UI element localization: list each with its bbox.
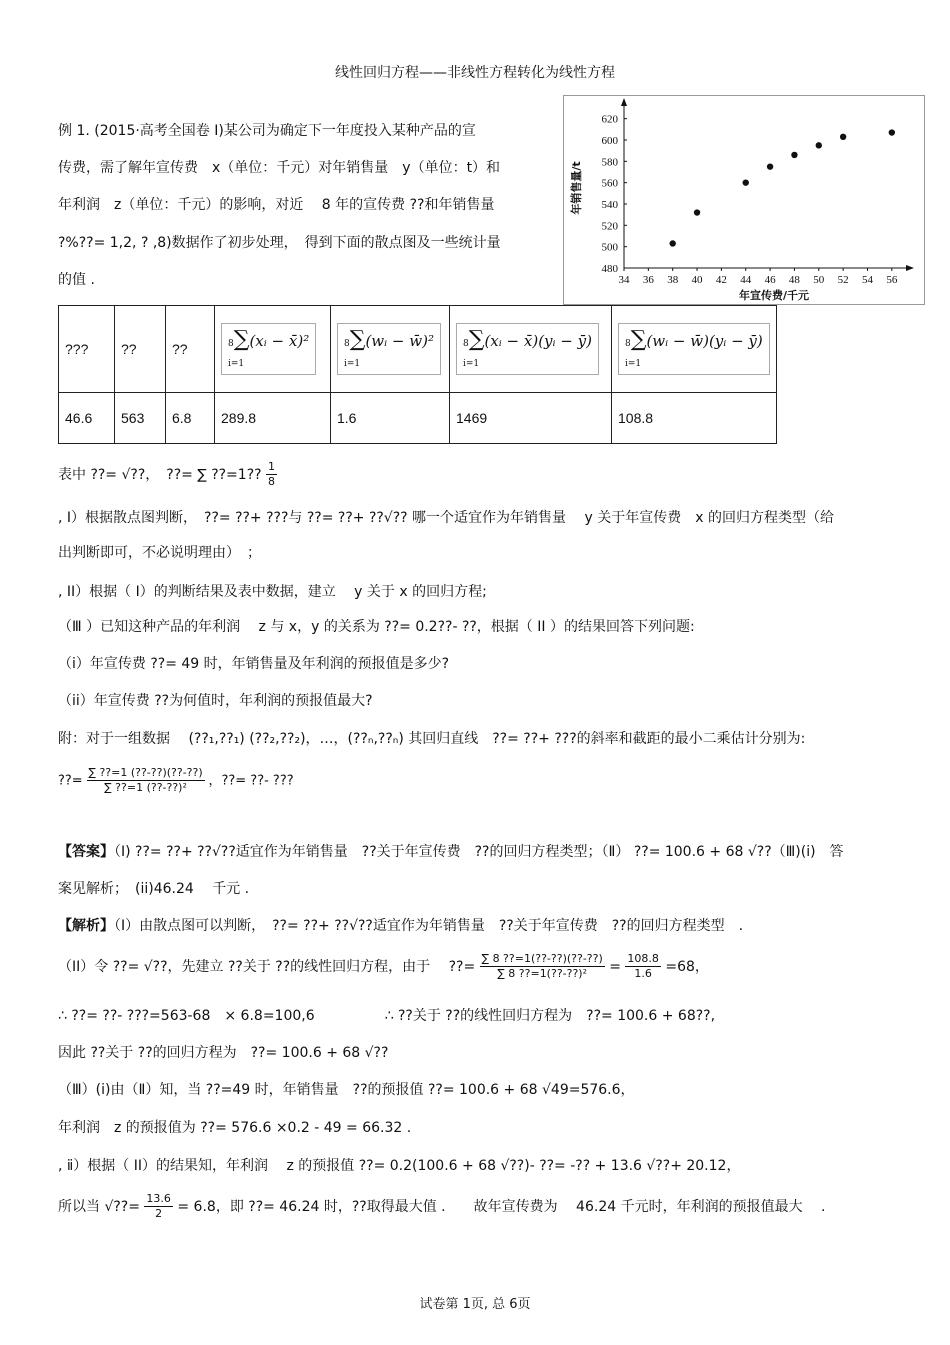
fraction: $\frac{108.8}{1.6}$ — [627, 952, 659, 981]
data-point — [694, 209, 700, 215]
scatter-plot-svg — [564, 96, 924, 304]
table-cell: 1.6 — [331, 393, 450, 444]
appendix: 附：对于一组数据 (??₁,??₁) (??₂,??₂)，…，(??ₙ,??ₙ) 其回归直线 ??= ??+ ???的斜率和截距的最小二乘估计分别为: — [58, 731, 806, 747]
x-tick-label: 50 — [813, 274, 825, 286]
table-cell: 108.8 — [612, 393, 777, 444]
x-tick-label: 54 — [861, 274, 873, 286]
y-tick-label: 500 — [601, 241, 618, 254]
question-3i: （i）年宣传费 ??= 49 时，年销售量及年利润的预报值是多少? — [58, 656, 450, 672]
table-cell: 46.6 — [59, 393, 115, 444]
x-tick-label: 44 — [740, 274, 752, 286]
problem-line-1: 例 1. (2015·高考全国卷 Ⅰ)某公司为确定下一年度投入某种产品的宣 — [58, 123, 476, 139]
table-cell: 6.8 — [166, 393, 215, 444]
x-tick-label: 42 — [715, 274, 727, 286]
x-tick-label: 56 — [886, 274, 898, 286]
page-title: 线性回归方程——非线性方程转化为线性方程 — [335, 65, 615, 81]
solution-line-5: （Ⅲ）(ⅰ)由（Ⅱ）知，当 ??=49 时，年销售量 ??的预报值 ??= 100.6 + 68 √49=576.6， — [58, 1082, 635, 1098]
data-point — [767, 163, 773, 169]
x-tick-label: 38 — [667, 274, 679, 286]
problem-line-3: 年利润 z（单位：千元）的影响，对近 8 年的宣传费 ??和年销售量 — [58, 197, 495, 213]
data-point — [743, 179, 749, 185]
y-tick-label: 520 — [601, 220, 618, 233]
answer-line-1: 【答案】（Ⅰ) ??= ??+ ??√??适宜作为年销售量 ??关于年宣传费 ??的回归方程类型；（Ⅱ） ??= 100.6 + 68 √??（Ⅲ)(i) 答 — [58, 844, 844, 860]
problem-line-5: 的值 . — [58, 272, 95, 288]
solution-line-3: ∴ ??= ??- ???=563-68 × 6.8=100,6 ∴ ??关于 ??的线性回归方程为 ??= 100.6 + 68??, — [58, 1008, 716, 1024]
x-tick-label: 46 — [764, 274, 776, 286]
table-note: 表中 ??= √??， ??= ∑ ??=1?? $\frac{1}{8}$ — [58, 460, 276, 489]
problem-line-2: 传费，需了解年宣传费 x（单位：千元）对年销售量 y（单位：t）和 — [58, 160, 501, 176]
x-tick-label: 48 — [788, 274, 800, 286]
sum-formula: 8∑(wᵢ − w̄)² i=1 — [337, 323, 441, 374]
fraction: $\frac{\sum 8 ??=1(??-??)(??-??)}{\text{∑ 8 ??=1(??-??)²}}$ — [481, 952, 603, 981]
y-tick-label: 620 — [601, 113, 618, 126]
header-cell: ??? — [59, 306, 115, 393]
solution-line-2: （II）令 ??= √??，先建立 ??关于 ??的线性回归方程，由于 ??= $\frac{\sum 8 ??=1(??-??)(??-??)}{\text{∑ 8 ??=1(??-??)²}}$ = $\frac{108.8}{1.6}$ =68， — [58, 952, 709, 981]
y-axis-label: 年销售量/t — [570, 161, 583, 215]
x-tick-label: 52 — [837, 274, 849, 286]
y-tick-label: 480 — [601, 263, 618, 275]
header-cell-sum — [331, 306, 450, 393]
y-tick-label: 560 — [601, 177, 618, 190]
header-cell-sum — [215, 306, 331, 393]
y-tick-label: 600 — [601, 135, 618, 147]
question-1b: 出判断即可，不必说明理由） ； — [58, 545, 261, 561]
data-point — [889, 129, 895, 135]
data-point — [669, 240, 675, 246]
fraction: $\frac{1}{8}$ — [268, 460, 276, 489]
answer-line-2: 案见解析； (ii)46.24 千元 . — [58, 881, 250, 897]
scatter-chart — [563, 95, 925, 305]
solution-line-6: 年利润 z 的预报值为 ??= 576.6 ×0.2 - 49 = 66.32 . — [58, 1120, 412, 1136]
table-row — [59, 393, 777, 444]
question-3ii: （ii）年宣传费 ??为何值时，年利润的预报值最大? — [58, 693, 373, 709]
page-footer: 试卷第 1页, 总 6页 — [419, 1297, 531, 1312]
problem-line-4: ?%??= 1,2, ? ,8)数据作了初步处理， 得到下面的散点图及一些统计量 — [58, 235, 501, 251]
data-point — [791, 152, 797, 158]
solution-line-8: 所以当 √??= $\frac{13.6}{2}$ = 6.8，即 ??= 46.24 时，??取得最大值 . 故年宣传费为 46.24 千元时，年利润的预报值最大 . — [58, 1192, 826, 1221]
sum-formula: 8∑(xᵢ − x̄)² i=1 — [221, 323, 316, 374]
data-point — [816, 142, 822, 148]
solution-line-7: , ⅱ）根据（ II）的结果知，年利润 z 的预报值 ??= 0.2(100.6 + 68 √??)- ??= -?? + 13.6 √??+ 20.12， — [58, 1158, 741, 1174]
solution-line-1: 【解析】（I）由散点图可以判断， ??= ??+ ??√??适宜作为年销售量 ??关于年宣传费 ??的回归方程类型 . — [58, 918, 744, 934]
table-cell: 1469 — [450, 393, 612, 444]
y-tick-label: 540 — [601, 199, 618, 211]
x-tick-label: 34 — [618, 274, 630, 286]
x-tick-label: 36 — [642, 274, 654, 286]
table-cell: 563 — [115, 393, 166, 444]
question-2: , II）根据（ I）的判断结果及表中数据，建立 y 关于 x 的回归方程; — [58, 584, 487, 600]
x-tick-label: 40 — [691, 274, 703, 286]
question-1a: , I）根据散点图判断， ??= ??+ ???与 ??= ??+ ??√?? 哪一个适宜作为年销售量 y 关于年宣传费 x 的回归方程类型（给 — [58, 510, 834, 526]
sum-formula: 8∑(wᵢ − w̄)(yᵢ − ȳ) i=1 — [618, 323, 770, 374]
question-3: （Ⅲ ）已知这种产品的年利润 z 与 x，y 的关系为 ??= 0.2??- ??，根据（ II ）的结果回答下列问题: — [58, 619, 695, 635]
header-cell: ?? — [166, 306, 215, 393]
header-cell-sum — [450, 306, 612, 393]
table-cell: 289.8 — [215, 393, 331, 444]
table-header-row — [59, 306, 777, 393]
x-axis-arrow — [906, 265, 914, 271]
least-squares-formula: ??= $\frac{\sum ??=1 (??-??)(??-??)}{\text{∑ ??=1 (??-??)²}}$ ，??= ??- ??? — [58, 766, 294, 795]
solution-line-4: 因此 ??关于 ??的回归方程为 ??= 100.6 + 68 √?? — [58, 1045, 389, 1061]
header-cell: ?? — [115, 306, 166, 393]
sum-formula: 8∑(xᵢ − x̄)(yᵢ − ȳ) i=1 — [456, 323, 599, 374]
y-tick-label: 580 — [601, 156, 618, 169]
statistics-table — [58, 305, 777, 444]
header-cell-sum — [612, 306, 777, 393]
fraction: $\frac{\sum ??=1 (??-??)(??-??)}{\text{∑ ??=1 (??-??)²}}$ — [88, 766, 203, 795]
fraction: $\frac{13.6}{2}$ — [146, 1192, 171, 1221]
y-axis-arrow — [621, 98, 627, 106]
x-axis-label: 年宣传费/千元 — [738, 289, 810, 302]
data-point — [840, 134, 846, 140]
